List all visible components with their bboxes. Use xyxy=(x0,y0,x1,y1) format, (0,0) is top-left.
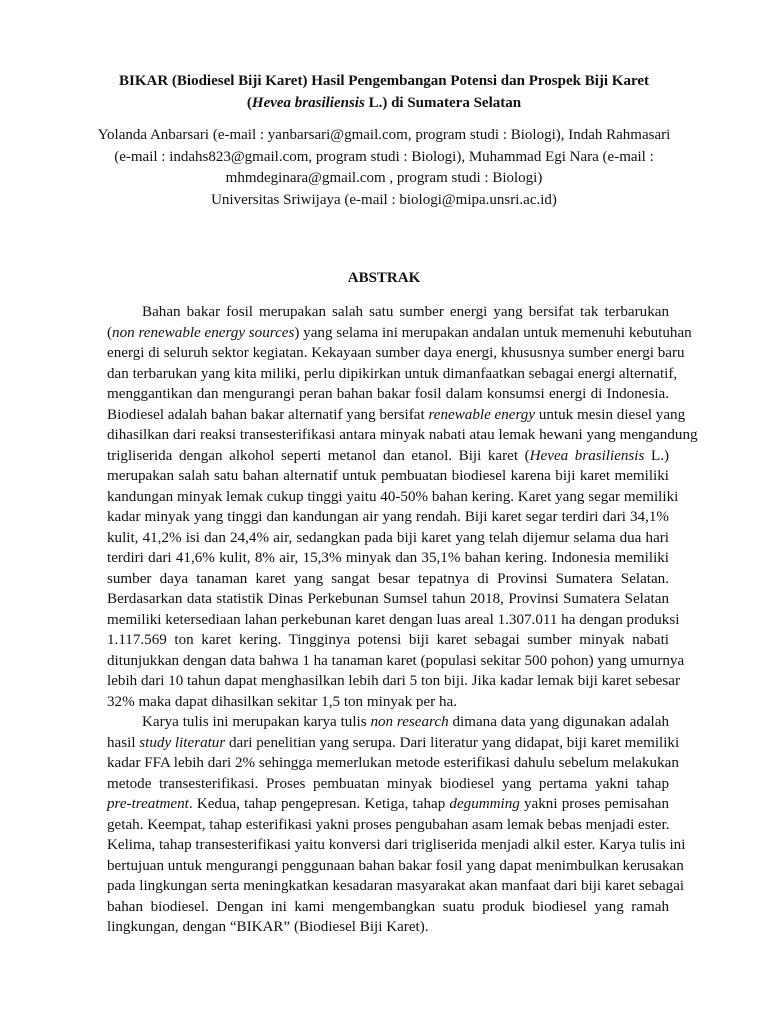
text-run: lingkungan, dengan “BIKAR” (Biodiesel Biji Karet). xyxy=(107,919,429,935)
text-line xyxy=(107,651,685,672)
text-line xyxy=(107,548,669,569)
text-run: getah. Keempat, tahap esterifikasi yakni proses pengubahan asam lemak bebas menjadi ester. xyxy=(107,816,670,833)
text-line xyxy=(107,425,698,446)
italic-term: study literatur xyxy=(139,734,226,751)
text-run: untuk mesin diesel yang xyxy=(535,406,686,423)
text-line xyxy=(107,692,669,713)
text-run: metode transesterifikasi. Proses pembuatan minyak biodiesel yang pertama yakni tahap xyxy=(107,775,669,792)
text-run: ( xyxy=(107,324,113,341)
text-run: 32% maka dapat dihasilkan sekitar 1,5 ton minyak per ha. xyxy=(107,693,457,710)
text-line xyxy=(107,610,680,631)
text-line xyxy=(107,897,669,918)
text-line xyxy=(107,712,669,733)
text-run: kulit, 41,2% isi dan 24,4% air, sedangkan pada biji karet yang telah dijemur selama dua hari xyxy=(107,529,669,546)
text-run: sumber daya tanaman karet yang sangat besar tepatnya di Provinsi Sumatera Selatan. xyxy=(107,570,669,587)
text-line xyxy=(107,569,669,590)
text-line xyxy=(107,446,669,467)
text-run: Kelima, tahap transesterifikasi yaitu konversi dari trigliserida menjadi alkil ester. Karya tulis ini xyxy=(107,837,686,853)
text-run: bertujuan untuk mengurangi penggunaan bahan bakar fosil yang dapat menimbulkan kerusakan xyxy=(107,857,684,874)
text-line xyxy=(107,835,686,856)
text-run: ditunjukkan dengan data bahwa 1 ha tanaman karet (populasi sekitar 500 pohon) yang umurnya xyxy=(107,652,685,669)
text-run: Berdasarkan data statistik Dinas Perkebunan Sumsel tahun 2018, Provinsi Sumatera Selatan xyxy=(107,591,669,607)
text-line xyxy=(107,466,669,487)
title-line-2-open: ( xyxy=(246,95,252,111)
text-run: hasil xyxy=(107,734,140,751)
italic-term: pre-treatment xyxy=(107,796,189,812)
text-run: dan terbarukan yang kita miliki, perlu dipikirkan untuk dimanfaatkan sebagai energi alternatif, xyxy=(107,365,678,382)
text-line xyxy=(107,507,669,528)
text-run: kadar FFA lebih dari 2% sehingga memerlukan metode esterifikasi dahulu sebelum melakukan xyxy=(107,755,679,771)
abstract-paragraph-2 xyxy=(107,712,686,938)
text-line xyxy=(107,917,669,938)
text-run: menggantikan dan mengurangi peran bahan bakar fosil dalam konsumsi energi di Indonesia. xyxy=(107,386,669,402)
italic-term: degumming xyxy=(449,796,520,812)
author-line-3: mhmdeginara@gmail.com , program studi : Biologi) xyxy=(225,170,543,186)
text-run: L.) xyxy=(644,447,669,464)
text-run: Karya tulis ini merupakan karya tulis xyxy=(142,714,371,730)
text-line xyxy=(107,856,684,877)
italic-term: non renewable energy sources xyxy=(112,324,295,341)
text-run: merupakan salah satu bahan alternatif untuk pembuatan biodiesel karena biji karet memiliki xyxy=(107,468,669,484)
text-run: dari penelitian yang serupa. Dari literatur yang didapat, biji karet memiliki xyxy=(225,734,680,751)
italic-term: Hevea brasiliensis xyxy=(529,447,645,464)
text-line xyxy=(107,794,669,815)
text-line xyxy=(107,876,685,897)
title-line-2-species: Hevea brasiliensis xyxy=(251,95,365,111)
text-line xyxy=(107,733,680,754)
italic-term: renewable energy xyxy=(428,406,536,423)
author-line-2: (e-mail : indahs823@gmail.com, program studi : Biologi), Muhammad Egi Nara (e-mail : xyxy=(114,148,654,165)
text-run: kadar minyak yang tinggi dan kandungan air yang rendah. Biji karet segar terdiri dari 34,1% xyxy=(107,509,669,525)
text-line xyxy=(107,589,669,610)
author-line-1: Yolanda Anbarsari (e-mail : yanbarsari@gmail.com, program studi : Biologi), Indah Rahmasari xyxy=(97,127,671,143)
italic-term: non research xyxy=(370,714,449,730)
text-run: Biodiesel adalah bahan bakar alternatif yang bersifat xyxy=(107,406,429,423)
text-run: ) yang selama ini merupakan andalan untuk memenuhi kebutuhan xyxy=(294,324,692,341)
text-line xyxy=(107,630,669,651)
abstract-heading: ABSTRAK xyxy=(347,270,421,286)
text-line xyxy=(107,343,685,364)
text-line xyxy=(107,528,669,549)
text-line xyxy=(107,774,669,795)
text-line xyxy=(107,364,678,385)
text-run: dihasilkan dari reaksi transesterifikasi antara minyak nabati atau lemak hewani yang mengandung xyxy=(107,427,698,443)
paper-title xyxy=(100,70,668,114)
text-line xyxy=(107,487,679,508)
text-run: 1.117.569 ton karet kering. Tingginya potensi biji karet sebagai sumber minyak nabati xyxy=(107,632,669,648)
title-line-2 xyxy=(100,92,668,114)
text-line xyxy=(107,302,669,323)
title-line-2-rest: L.) di Sumatera Selatan xyxy=(364,95,522,111)
text-run: dimana data yang digunakan adalah xyxy=(448,714,670,730)
text-line xyxy=(107,815,669,836)
text-run: bahan biodiesel. Dengan ini kami mengembangkan suatu produk biodiesel yang ramah xyxy=(107,898,669,915)
text-line xyxy=(107,384,669,405)
text-run: energi di seluruh sektor kegiatan. Kekayaan sumber daya energi, khususnya sumber energi baru xyxy=(107,345,685,361)
title-line-1: BIKAR (Biodiesel Biji Karet) Hasil Pengembangan Potensi dan Prospek Biji Karet xyxy=(118,73,649,89)
text-run: yakni proses pemisahan xyxy=(519,796,669,812)
text-run: trigliserida dengan alkohol seperti metanol dan etanol. Biji karet ( xyxy=(107,447,530,464)
author-block xyxy=(96,125,672,211)
text-line xyxy=(107,671,680,692)
text-run: kandungan minyak lemak cukup tinggi yaitu 40-50% bahan kering. Karet yang segar memiliki xyxy=(107,488,679,505)
text-run: Bahan bakar fosil merupakan salah satu sumber energi yang bersifat tak terbarukan xyxy=(142,304,669,320)
text-run: memiliki ketersediaan lahan perkebunan karet dengan luas areal 1.307.011 ha dengan produksi xyxy=(107,611,680,628)
affiliation-line: Universitas Sriwijaya (e-mail : biologi@mipa.unsri.ac.id) xyxy=(211,191,557,208)
text-line xyxy=(107,323,692,344)
text-run: pada lingkungan serta meningkatkan kesadaran masyarakat akan manfaat dari biji karet sebagai xyxy=(107,878,685,894)
text-run: terdiri dari 41,6% kulit, 8% air, 15,3% minyak dan 35,1% bahan kering. Indonesia memiliki xyxy=(107,550,669,566)
text-run: lebih dari 10 tahun dapat menghasilkan lebih dari 5 ton biji. Jika kadar lemak biji karet sebesar xyxy=(107,673,680,689)
text-run: . Kedua, tahap pengepresan. Ketiga, tahap xyxy=(188,796,450,812)
abstract-paragraph-1 xyxy=(107,302,698,712)
text-line xyxy=(107,753,679,774)
text-line xyxy=(107,405,686,426)
